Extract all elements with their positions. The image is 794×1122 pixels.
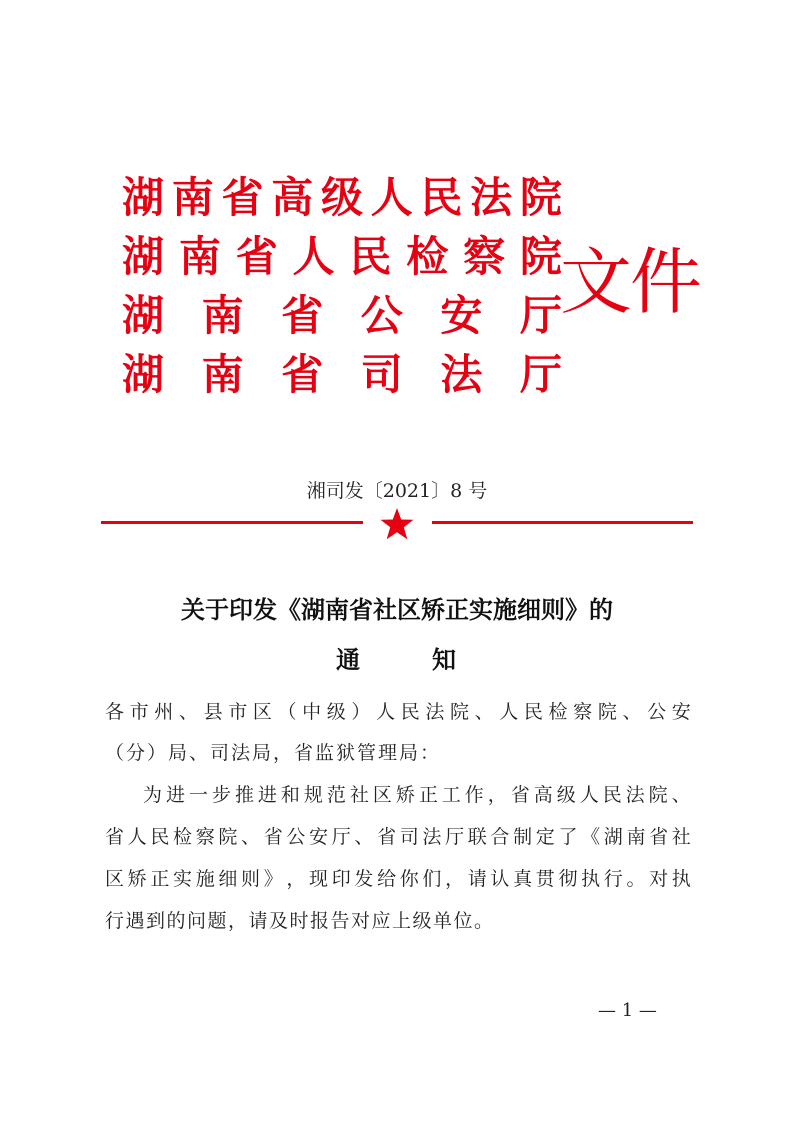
text-char: ）: [351, 701, 371, 723]
addressees-line-1: [105, 697, 691, 727]
text-char: 市: [129, 701, 149, 723]
text-char: 法: [625, 784, 645, 806]
text-char: 进: [257, 784, 277, 806]
text-char: 厅: [445, 826, 465, 848]
text-char: ，: [487, 784, 507, 806]
text-char: 民: [420, 173, 463, 222]
text-char: 步: [211, 784, 231, 806]
text-char: 人: [127, 826, 147, 848]
text-char: 湖: [122, 350, 165, 399]
text-char: 察: [195, 826, 215, 848]
text-char: 和: [280, 784, 300, 806]
text-char: 公: [647, 701, 667, 723]
text-char: 民: [349, 232, 392, 281]
text-char: 行: [603, 868, 623, 890]
red-divider-left: [101, 521, 363, 524]
text-char: 现: [309, 868, 329, 890]
text-char: 检: [406, 232, 449, 281]
text-char: 区: [372, 784, 392, 806]
text-char: 规: [303, 784, 323, 806]
text-char: 人: [292, 232, 335, 281]
text-char: 作: [464, 784, 484, 806]
text-char: 湖: [603, 826, 623, 848]
text-char: 检: [548, 701, 568, 723]
text-char: 南: [201, 291, 244, 340]
text-char: 中: [302, 701, 322, 723]
text-char: 司: [399, 826, 419, 848]
text-char: 省: [281, 291, 324, 340]
text-char: 省: [105, 826, 125, 848]
text-char: 推: [234, 784, 254, 806]
text-char: 公: [286, 826, 306, 848]
issuer-name-procuratorate: [122, 231, 562, 283]
text-char: 执: [581, 868, 601, 890]
text-char: 民: [523, 701, 543, 723]
text-char: 市: [228, 701, 248, 723]
text-char: 对: [649, 868, 669, 890]
notice-title-char-zhi: 知: [432, 646, 458, 674]
text-char: 民: [602, 784, 622, 806]
text-char: 湖: [122, 291, 165, 340]
text-char: 你: [399, 868, 419, 890]
text-char: 省: [649, 826, 669, 848]
paragraph-line-2: [105, 822, 691, 852]
text-char: 院: [519, 232, 562, 281]
text-char: 人: [376, 701, 396, 723]
text-char: 进: [165, 784, 185, 806]
text-char: 院: [218, 826, 238, 848]
text-char: 院: [648, 784, 668, 806]
text-char: 、: [354, 826, 374, 848]
text-char: 施: [195, 868, 215, 890]
text-char: 人: [499, 701, 519, 723]
text-char: 。: [626, 868, 646, 890]
text-char: 区: [105, 868, 125, 890]
text-char: 合: [490, 826, 510, 848]
text-char: 高: [271, 173, 314, 222]
text-char: 南: [178, 232, 221, 281]
text-char: 制: [513, 826, 533, 848]
text-char: 院: [519, 173, 562, 222]
text-char: （: [277, 701, 297, 723]
text-char: 一: [188, 784, 208, 806]
text-char: 法: [440, 350, 483, 399]
page-number: — 1 —: [598, 1000, 657, 1021]
text-char: 矫: [395, 784, 415, 806]
text-char: 们: [422, 868, 442, 890]
text-char: 湖: [122, 173, 165, 222]
text-char: 正: [418, 784, 438, 806]
text-char: 法: [425, 701, 445, 723]
text-char: 则: [241, 868, 261, 890]
text-char: 安: [309, 826, 329, 848]
text-char: 矫: [127, 868, 147, 890]
paragraph-line-4: 行遇到的问题，请及时报告对应上级单位。: [105, 910, 495, 932]
text-char: 贯: [535, 868, 555, 890]
text-char: 给: [377, 868, 397, 890]
text-char: 》: [263, 868, 283, 890]
text-char: 法: [422, 826, 442, 848]
text-char: ，: [445, 868, 465, 890]
text-char: 法: [470, 173, 513, 222]
text-char: 区: [252, 701, 272, 723]
text-char: 安: [671, 701, 691, 723]
issuer-name-high-court: [122, 172, 562, 224]
text-char: 认: [490, 868, 510, 890]
notice-title-line-1: 关于印发《湖南省社区矫正实施细则》的: [181, 596, 613, 624]
text-char: 厅: [519, 291, 562, 340]
text-char: 级: [326, 701, 346, 723]
text-char: 范: [326, 784, 346, 806]
text-char: 南: [626, 826, 646, 848]
text-char: 县: [203, 701, 223, 723]
text-char: 湖: [122, 232, 165, 281]
text-char: 级: [556, 784, 576, 806]
document-word-wenjian: 文件: [560, 240, 701, 324]
text-char: 真: [513, 868, 533, 890]
paragraph-line-1: [105, 780, 691, 810]
text-char: 安: [440, 291, 483, 340]
text-char: 、: [622, 701, 642, 723]
text-char: 司: [360, 350, 403, 399]
text-char: 各: [105, 701, 125, 723]
text-char: 发: [354, 868, 374, 890]
text-char: 省: [263, 826, 283, 848]
notice-title-char-tong: 通: [336, 646, 362, 674]
text-char: 民: [150, 826, 170, 848]
issuer-name-public-security: [122, 290, 562, 342]
text-char: 、: [178, 701, 198, 723]
text-char: 省: [235, 232, 278, 281]
text-char: 执: [671, 868, 691, 890]
text-char: 定: [535, 826, 555, 848]
text-char: 社: [671, 826, 691, 848]
text-char: 省: [510, 784, 530, 806]
text-char: 厅: [519, 350, 562, 399]
text-char: 省: [281, 350, 324, 399]
text-char: 级: [320, 173, 363, 222]
text-char: 实: [173, 868, 193, 890]
text-char: 厅: [331, 826, 351, 848]
text-char: 细: [218, 868, 238, 890]
text-char: 工: [441, 784, 461, 806]
text-char: 联: [467, 826, 487, 848]
document-number: 湘司发〔2021〕8 号: [306, 480, 488, 502]
text-char: 彻: [558, 868, 578, 890]
text-char: ，: [286, 868, 306, 890]
text-char: 州: [154, 701, 174, 723]
red-star-icon: [379, 506, 415, 542]
text-char: 请: [467, 868, 487, 890]
text-char: 民: [400, 701, 420, 723]
red-divider-right: [432, 521, 693, 524]
text-char: 察: [573, 701, 593, 723]
text-char: 为: [143, 784, 163, 806]
text-char: 、: [474, 701, 494, 723]
text-char: 印: [331, 868, 351, 890]
text-char: 院: [449, 701, 469, 723]
text-char: 南: [171, 173, 214, 222]
text-char: 公: [360, 291, 403, 340]
text-char: 南: [201, 350, 244, 399]
text-char: 检: [173, 826, 193, 848]
text-char: 高: [533, 784, 553, 806]
addressees-line-2: （分）局、司法局，省监狱管理局：: [105, 742, 442, 764]
text-char: 院: [597, 701, 617, 723]
text-char: 省: [221, 173, 264, 222]
text-char: 、: [671, 784, 691, 806]
text-char: 人: [579, 784, 599, 806]
text-char: 人: [370, 173, 413, 222]
text-char: 察: [463, 232, 506, 281]
text-char: 正: [150, 868, 170, 890]
notice-title-line-2: [0, 640, 794, 675]
text-char: 了: [558, 826, 578, 848]
paragraph-line-3: [105, 864, 691, 894]
text-char: 省: [377, 826, 397, 848]
text-char: 社: [349, 784, 369, 806]
issuer-name-justice-department: [122, 349, 562, 401]
text-char: 、: [241, 826, 261, 848]
text-char: 《: [581, 826, 601, 848]
